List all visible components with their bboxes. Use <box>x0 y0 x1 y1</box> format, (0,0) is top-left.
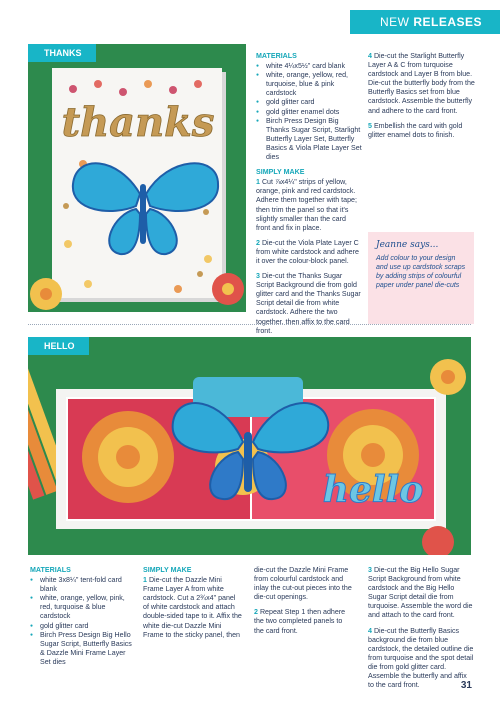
thanks-card-photo <box>28 44 246 312</box>
thanks-card-illustration <box>28 44 246 312</box>
step <box>368 122 476 140</box>
section-divider <box>28 324 471 325</box>
step-text: Die-cut the Dazzle Mini Frame Layer A from white cardstock. Cut a 2¾x4" panel of white cardstock and attach double-sided tape to it. Affix the white die-cut Dazzle Mini Frame to the sticky panel, then die-cut the Dazzle Mini Frame from colourful cardstock and inlay the cut-out pieces into the die-cut openings. <box>143 566 352 639</box>
step-number: 1 <box>256 178 260 187</box>
step-text: Die-cut the Butterfly Basics background die from blue cardstock, the detailed outline die from turquoise and the spot detail die from gold glitter card. Assemble the butterfly and affix to the card front. <box>368 626 474 690</box>
step-number: 2 <box>256 238 260 247</box>
thanks-simply-heading: SIMPLY MAKE <box>256 168 305 177</box>
hello-materials-list <box>30 576 134 667</box>
step-number: 5 <box>368 121 372 130</box>
thanks-materials-heading: MATERIALS <box>256 52 297 60</box>
list-item: ● gold glitter enamel dots <box>256 108 362 117</box>
thanks-label: THANKS <box>28 44 96 62</box>
step-number: 4 <box>368 626 372 635</box>
hello-steps-cols <box>143 566 353 672</box>
thanks-word: thanks <box>61 99 215 146</box>
list-item: ● Birch Press Design Big Hello Sugar Script, Butterfly Basics & Dazzle Mini Frame Layer Set dies <box>30 631 134 667</box>
step-text: Embellish the card with gold glitter enamel dots to finish. <box>368 121 463 139</box>
step-number: 2 <box>254 608 258 617</box>
tip-text: Add colour to your design and use up cardstock scraps by adding strips of colourful paper under panel die-cuts <box>376 255 466 289</box>
hello-steps-col3 <box>368 566 474 696</box>
hello-materials-col <box>30 566 134 673</box>
hello-label: HELLO <box>28 337 89 355</box>
step-number: 1 <box>143 576 147 585</box>
hello-simply-heading: SIMPLY MAKE <box>143 566 192 574</box>
step <box>368 627 474 691</box>
list-item: ● white 4¼x5½" card blank <box>256 62 362 71</box>
thanks-instructions-col1 <box>256 52 362 342</box>
banner-title: RELEASES <box>413 15 483 29</box>
step-text: Die-cut the Viola Plate Layer C from white cardstock and adhere it over the colour-block panel. <box>256 238 359 265</box>
thanks-materials-list <box>256 62 362 162</box>
tip-title: Jeanne says... <box>376 240 439 250</box>
step-text: Repeat Step 1 then adhere the two completed panels to the card front. <box>254 608 346 635</box>
step <box>368 566 474 621</box>
step <box>256 239 362 266</box>
step-text: Die-cut the Thanks Sugar Script Background die from gold glitter card and the Thanks Sugar Script detail die from white cardstock. Adhere the two together, then affix to the card front. <box>256 272 361 335</box>
designer-tip <box>368 232 474 324</box>
step-number: 3 <box>256 272 260 281</box>
section-banner <box>350 10 500 34</box>
page-number: 31 <box>460 680 472 691</box>
list-item: ● white, orange, yellow, red, turquoise, blue & pink cardstock <box>256 71 362 98</box>
step-text: Cut ⅞x4¼" strips of yellow, orange, pink and red cardstock. Adhere them together with tape; then trim the panel so that it's slightly smaller than the card front and fix in place. <box>256 178 357 232</box>
step <box>368 52 476 116</box>
hello-word: hello <box>322 469 424 511</box>
list-item: ● white 3x8¼" tent-fold card blank <box>30 576 134 594</box>
step <box>256 178 362 233</box>
hello-card-photo <box>28 337 471 555</box>
banner-prefix: NEW <box>380 15 410 29</box>
hello-materials-heading: MATERIALS <box>30 566 71 574</box>
step-number: 4 <box>368 52 372 60</box>
step-text: Die-cut the Starlight Butterfly Layer A & C from turquoise cardstock and Layer B from blue. Die-cut the butterfly body from the Butterfly Basics set from blue cardstock. Assemble the butterfly and adhere to the card front. <box>368 52 475 115</box>
step <box>254 608 353 635</box>
hello-card-illustration <box>28 337 471 555</box>
step-number: 3 <box>368 566 372 574</box>
list-item: ● gold glitter card <box>256 98 362 107</box>
step-text: Die-cut the Big Hello Sugar Script Background from white cardstock and the Big Hello Sugar Script detail die from turquoise. Assemble the word die and attach to the card front. <box>368 566 473 620</box>
thanks-instructions-col2 <box>368 52 476 146</box>
list-item: ● white, orange, yellow, pink, red, turquoise & blue cardstock <box>30 594 134 621</box>
list-item: ● Birch Press Design Big Thanks Sugar Script, Starlight Butterfly Layer Set, Butterfly Basics & Viola Plate Layer Set dies <box>256 117 362 162</box>
step <box>256 272 362 336</box>
list-item: ● gold glitter card <box>30 622 134 631</box>
